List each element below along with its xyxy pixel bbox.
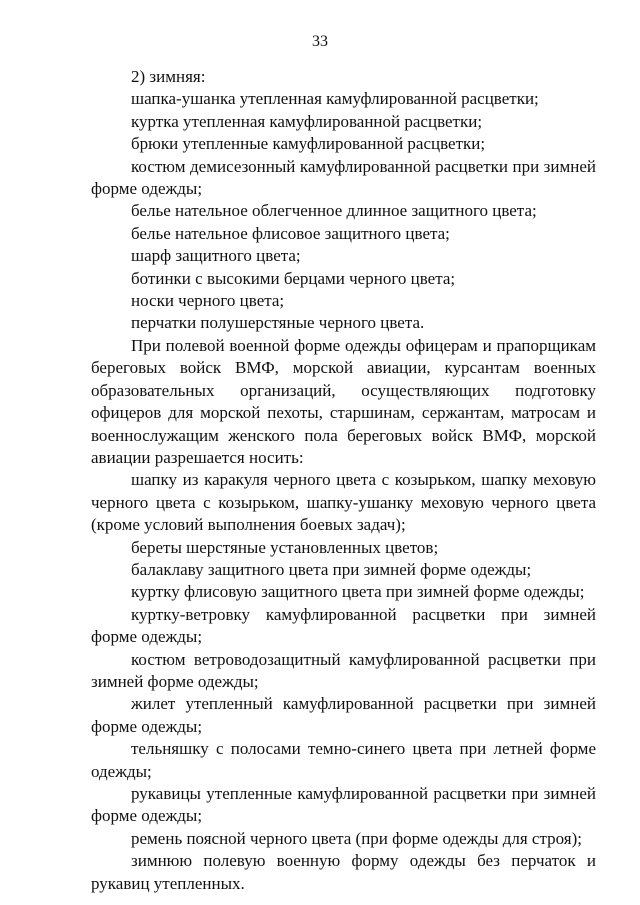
list-item: куртка утепленная камуфлированной расцветки; xyxy=(131,111,483,131)
list-item: носки черного цвета; xyxy=(131,291,285,311)
section-intro: 2) зимняя: xyxy=(131,67,206,86)
list-item: белье нательное облегченное длинное защитного цвета; xyxy=(131,201,537,221)
list-item: береты шерстяные установленных цветов; xyxy=(131,537,439,557)
list-item: жилет утепленный камуфлированной расцветки при зимней форме одежды; xyxy=(91,694,596,736)
list-item: костюм ветроводозащитный камуфлированной расцветки при зимней форме одежды; xyxy=(91,649,596,691)
list-item: брюки утепленные камуфлированной расцветки; xyxy=(131,134,486,154)
list-item: шапку из каракуля черного цвета с козырьком, шапку меховую черного цвета с козырьком, шапку-ушанку меховую черного цвета (кроме условий выполнения боевых задач); xyxy=(91,470,596,535)
page-number: 33 xyxy=(312,33,328,50)
list-item: балаклаву защитного цвета при зимней форме одежды; xyxy=(131,559,532,579)
list-item: куртку-ветровку камуфлированной расцветки при зимней форме одежды; xyxy=(91,604,596,647)
list-item: рукавицы утепленные камуфлированной расцветки при зимней форме одежды; xyxy=(91,784,596,826)
list-item: шарф защитного цвета; xyxy=(131,246,301,266)
list-item: зимнюю полевую военную форму одежды без перчаток и рукавиц утепленных. xyxy=(91,851,596,893)
field-uniform-paragraph: При полевой военной форме одежды офицерам и прапорщикам береговых войск ВМФ, морской авиации, курсантам военных образовательных организаций, осуществляющих подготовку офицеров для морской пехоты, старшинам, сержантам, матросам и военнослужащим женского пола береговых войск ВМФ, морской авиации разрешается носить: xyxy=(91,335,596,467)
list-item: тельняшку с полосами темно-синего цвета при летней форме одежды; xyxy=(91,739,596,781)
list-item: ботинки с высокими берцами черного цвета; xyxy=(131,268,456,288)
list-item: перчатки полушерстяные черного цвета. xyxy=(131,313,425,333)
list-item: костюм демисезонный камуфлированной расцветки при зимней форме одежды; xyxy=(91,156,596,199)
list-item: белье нательное флисовое защитного цвета; xyxy=(131,223,450,243)
list-item: шапка-ушанка утепленная камуфлированной расцветки; xyxy=(131,89,539,109)
document-body xyxy=(91,66,596,895)
list-item: ремень поясной черного цвета (при форме одежды для строя); xyxy=(131,828,582,848)
list-item: куртку флисовую защитного цвета при зимней форме одежды; xyxy=(131,582,585,602)
